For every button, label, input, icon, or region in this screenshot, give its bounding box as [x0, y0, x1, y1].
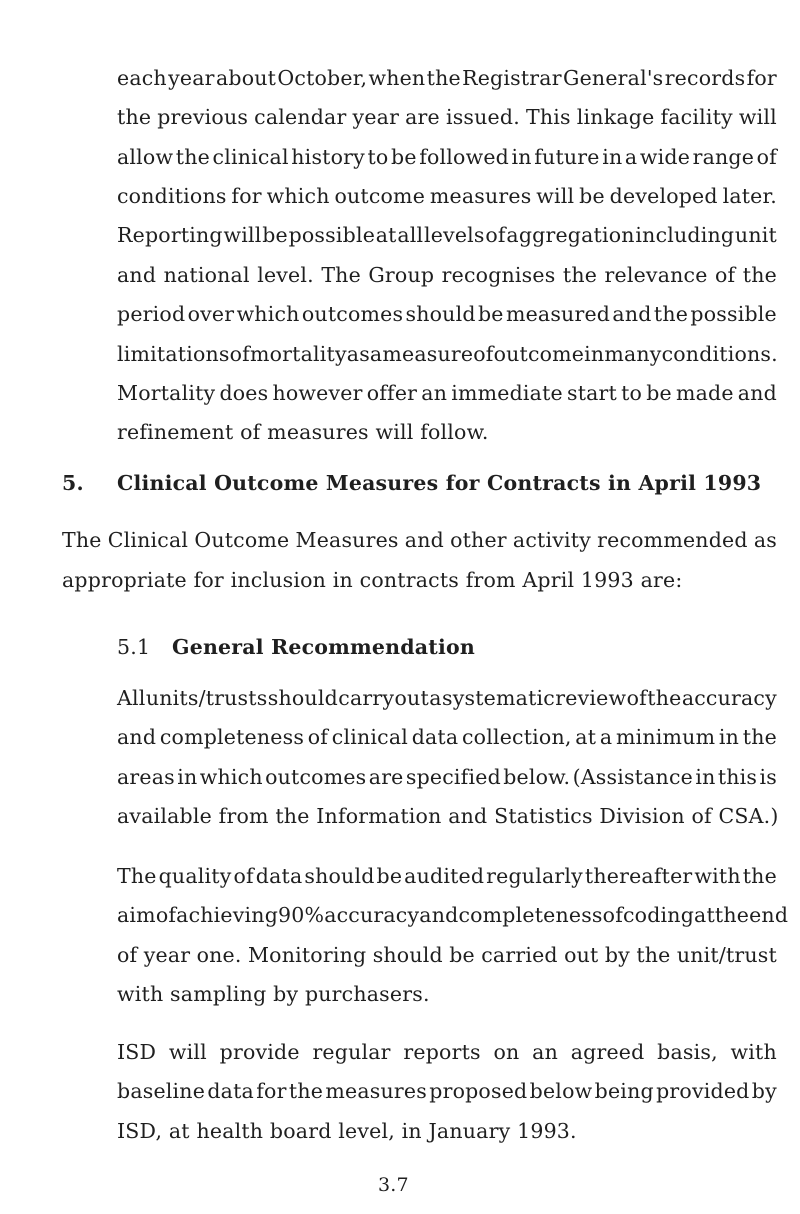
para-line: ISD will provide regular reports on an agreed basis, with: [117, 1040, 777, 1064]
intro-line: each year about October, when the Registrar General's records for: [117, 66, 777, 90]
para-line: All units/trusts should carry out a systematic review of the accuracy: [117, 686, 777, 710]
intro-line: refinement of measures will follow.: [117, 420, 489, 444]
para-line: aim of achieving 90% accuracy and completeness of coding at the end: [117, 903, 789, 927]
intro-line: the previous calendar year are issued. This linkage facility will: [117, 105, 777, 129]
para-line: ISD, at health board level, in January 1993.: [117, 1119, 577, 1143]
intro-line: conditions for which outcome measures will be developed later.: [117, 184, 777, 208]
section-number: 5.: [62, 471, 84, 495]
para-line: areas in which outcomes are specified below. (Assistance in this is: [117, 765, 777, 789]
intro-line: allow the clinical history to be followed in future in a wide range of: [117, 145, 777, 169]
intro-line: and national level. The Group recognises the relevance of the: [117, 263, 777, 287]
intro-line: Reporting will be possible at all levels of aggregation including unit: [117, 223, 777, 247]
page-number: 3.7: [378, 1174, 409, 1196]
para-line: with sampling by purchasers.: [117, 982, 430, 1006]
intro-line: limitations of mortality as a measure of outcome in many conditions.: [117, 342, 778, 366]
intro-line: Mortality does however offer an immediate start to be made and: [117, 381, 777, 405]
section-intro-line: The Clinical Outcome Measures and other activity recommended as: [62, 528, 777, 552]
section-heading: Clinical Outcome Measures for Contracts in April 1993: [117, 471, 762, 495]
section-intro-line: appropriate for inclusion in contracts from April 1993 are:: [62, 568, 683, 592]
subsection-number: 5.1: [117, 635, 151, 659]
para-line: baseline data for the measures proposed below being provided by: [117, 1079, 777, 1103]
subsection-heading: General Recommendation: [172, 635, 475, 659]
intro-line: period over which outcomes should be measured and the possible: [117, 302, 777, 326]
para-line: The quality of data should be audited regularly thereafter with the: [117, 864, 777, 888]
para-line: available from the Information and Statistics Division of CSA.): [117, 804, 779, 828]
para-line: of year one. Monitoring should be carried out by the unit/trust: [117, 943, 777, 967]
para-line: and completeness of clinical data collection, at a minimum in the: [117, 725, 777, 749]
